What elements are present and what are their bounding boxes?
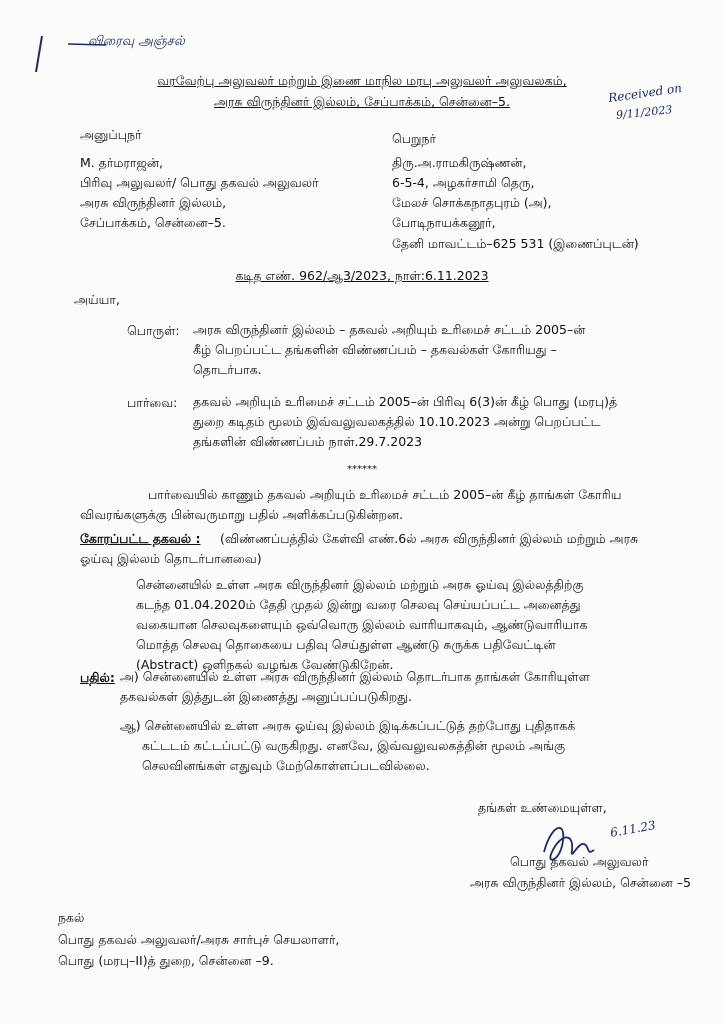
reply-label: பதில்:: [80, 670, 115, 685]
subject-text: [193, 320, 585, 380]
reply-a-line: அ) சென்னையில் உள்ள அரசு விருந்தினர் இல்லம் தொடர்பாக தாங்கள் கோரியுள்ள: [120, 669, 590, 684]
handwritten-received: Received on: [607, 80, 683, 106]
signatory-office: அரசு விருந்தினர் இல்லம், சென்னை –5: [470, 875, 691, 890]
requested-line: கடந்த 01.04.2020ம் தேதி முதல் இன்று வரை செலவு செய்யப்பட்ட அனைத்து: [136, 597, 581, 612]
requested-line: மொத்த செலவு தொகையை பதிவு செய்துள்ள ஆண்டு சுருக்க பதிவேட்டின்: [136, 637, 556, 652]
copy-line1: பொது தகவல் அலுவலர்/அரசு சார்புச் செயலாளர்,: [58, 932, 340, 947]
recipient-town: போடிநாயக்கனூர்,: [392, 215, 496, 230]
recipient-locality: மேலச் சொக்கநாதபுரம் (அ),: [392, 195, 552, 210]
requested-note-line1: (விண்ணப்பத்தில் கேள்வி எண்.6ல் அரசு விருந்தினர் இல்லம் மற்றும் அரசு: [220, 531, 639, 546]
subject-line: அரசு விருந்தினர் இல்லம் – தகவல் அறியும் உரிமைச் சட்டம் 2005–ன்: [193, 322, 586, 337]
recipient-label: பெறுநர்: [392, 131, 437, 146]
requested-note-line2: ஓய்வு இல்லம் தொடர்பானவை): [80, 551, 262, 566]
reply-b-line: செலவினங்கள் எதுவும் மேற்கொள்ளப்படவில்லை.: [142, 758, 430, 773]
subject-label: பொருள்:: [127, 323, 180, 338]
recipient-name: திரு.அ.ராமகிருஷ்ணன்,: [392, 155, 527, 170]
handwritten-received-date: 9/11/2023: [615, 103, 673, 122]
office-header-line1: வரவேற்பு அலுவலர் மற்றும் இணை மாநில மரபு அலுவலர் அலுவலகம்,: [157, 73, 567, 88]
signature-date: 6.11.23: [609, 818, 657, 840]
subject-line: கீழ் பெறப்பட்ட தங்களின் விண்ணப்பம் – தகவல்கள் கோரியது –: [193, 342, 557, 357]
handwritten-speed-post: விரைவு அஞ்சல்: [88, 34, 185, 49]
requested-body: [136, 575, 587, 675]
sender-label: அனுப்புநர்: [80, 127, 142, 142]
recipient-street: 6-5-4, அழகர்சாமி தெரு,: [392, 175, 535, 190]
reference-line: துறை கடிதம் மூலம் இவ்வலுவலகத்தில் 10.10.2023 அன்று பெறப்பட்ட: [193, 414, 601, 429]
sender-address: சேப்பாக்கம், சென்னை–5.: [80, 215, 226, 230]
signatory-title: பொது தகவல் அலுவலர்: [510, 854, 649, 869]
copy-label: நகல்: [58, 910, 85, 925]
recipient-district: தேனி மாவட்டம்–625 531 (இணைப்புடன்): [392, 236, 639, 251]
reply-b-line: ஆ) சென்னையில் உள்ள அரசு ஓய்வு இல்லம் இடிக்கப்பட்டுத் தற்போது புதிதாகக்: [120, 718, 576, 733]
subject-line: தொடர்பாக.: [193, 362, 262, 377]
reply-a-line: தகவல்கள் இத்துடன் இணைத்து அனுப்பப்படுகிறது.: [120, 689, 413, 704]
reference-line: தங்களின் விண்ணப்பம் நாள்.29.7.2023: [193, 434, 423, 449]
closing: தங்கள் உண்மையுள்ள,: [478, 800, 607, 815]
intro-line: விவரங்களுக்கு பின்வருமாறு பதில் அளிக்கப்படுகின்றன.: [80, 507, 404, 522]
requested-label: கோரப்பட்ட தகவல் :: [80, 531, 201, 546]
requested-line: வகையான செலவுகளையும் ஒவ்வொரு இல்லம் வாரியாகவும், ஆண்டுவாரியாக: [136, 617, 588, 632]
intro-line: பார்வையில் காணும் தகவல் அறியும் உரிமைச் சட்டம் 2005–ன் கீழ் தாங்கள் கோரிய: [148, 487, 622, 502]
intro-paragraph: [80, 485, 621, 525]
sender-office: அரசு விருந்தினர் இல்லம்,: [80, 195, 227, 210]
reference-line: தகவல் அறியும் உரிமைச் சட்டம் 2005–ன் பிரிவு 6(3)ன் கீழ் பொது (மரபு)த்: [193, 394, 618, 409]
letter-reference: கடித எண். 962/ஆ3/2023, நாள்:6.11.2023: [235, 268, 489, 283]
reply-b: [120, 716, 575, 776]
sender-name: M. தர்மராஜன்,: [80, 155, 163, 170]
requested-line: சென்னையில் உள்ள அரசு விருந்தினர் இல்லம் மற்றும் அரசு ஓய்வு இல்லத்திற்கு: [136, 577, 584, 592]
reply-a: [120, 667, 590, 707]
salutation: அய்யா,: [74, 292, 120, 307]
reference-text: [193, 392, 617, 452]
separator-stars: ******: [347, 464, 377, 475]
office-header-line2: அரசு விருந்தினர் இல்லம், சேப்பாக்கம், சென்னை–5.: [214, 94, 510, 109]
reference-label: பார்வை:: [127, 395, 178, 410]
copy-line2: பொது (மரபு–II)த் துறை, சென்னை –9.: [58, 953, 274, 968]
requested-line: (Abstract) ஒளிநகல் வழங்க வேண்டுகிறேன்.: [136, 657, 394, 672]
sender-designation: பிரிவு அலுவலர்/ பொது தகவல் அலுவலர்: [80, 175, 319, 190]
reply-b-line: கட்டடம் கட்டப்பட்டு வருகிறது. எனவே, இவ்வலுவலகத்தின் மூலம் அங்கு: [142, 738, 566, 753]
